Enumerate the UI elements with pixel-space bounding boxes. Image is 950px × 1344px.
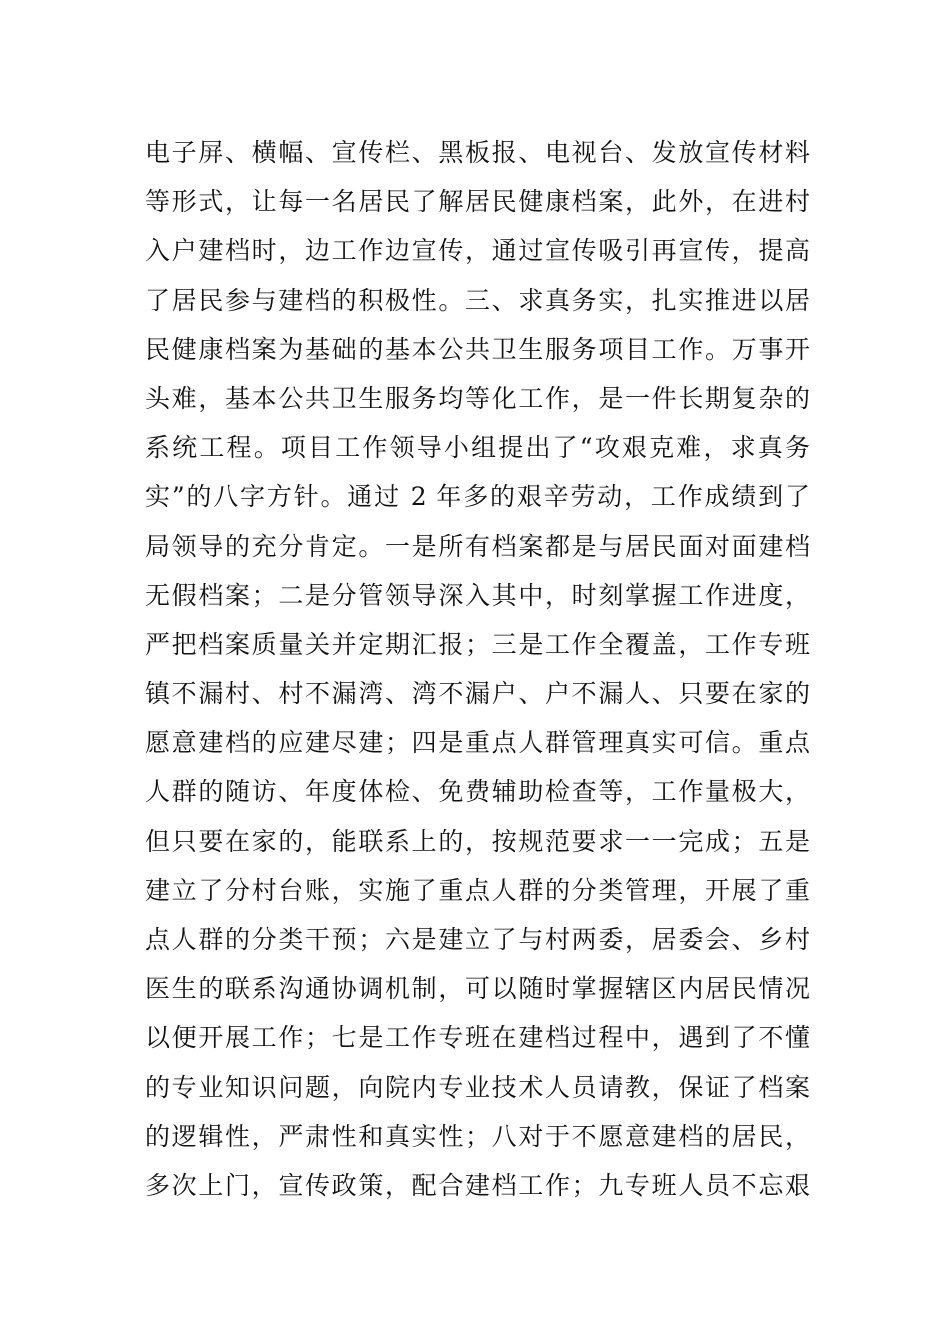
text-line: 医生的联系沟通协调机制，可以随时掌握辖区内居民情况	[145, 974, 810, 1004]
text-line: 镇不漏村、村不漏湾、湾不漏户、户不漏人、只要在家的	[145, 679, 810, 709]
body-text	[145, 128, 810, 1210]
text-line: 实”的八字方针。通过 2 年多的艰辛劳动，工作成绩到了	[145, 482, 810, 512]
text-line: 以便开展工作；七是工作专班在建档过程中，遇到了不懂	[145, 1023, 810, 1053]
text-line: 建立了分村台账，实施了重点人群的分类管理，开展了重	[145, 875, 810, 905]
text-line: 局领导的充分肯定。一是所有档案都是与居民面对面建档	[145, 531, 810, 561]
text-line: 系统工程。项目工作领导小组提出了“攻艰克难，求真务	[145, 433, 810, 463]
text-line: 多次上门，宣传政策，配合建档工作；九专班人员不忘艰	[145, 1170, 810, 1200]
text-line: 民健康档案为基础的基本公共卫生服务项目工作。万事开	[145, 334, 810, 364]
text-line: 点人群的分类干预；六是建立了与村两委，居委会、乡村	[145, 925, 810, 954]
text-line: 无假档案；二是分管领导深入其中，时刻掌握工作进度，	[145, 580, 810, 610]
text-line: 入户建档时，边工作边宣传，通过宣传吸引再宣传，提高	[145, 236, 810, 266]
text-line: 严把档案质量关并定期汇报；三是工作全覆盖，工作专班	[145, 629, 810, 659]
text-line: 的专业知识问题，向院内专业技术人员请教，保证了档案	[145, 1072, 810, 1102]
text-line: 愿意建档的应建尽建；四是重点人群管理真实可信。重点	[145, 728, 810, 758]
text-line: 的逻辑性，严肃性和真实性；八对于不愿意建档的居民，	[145, 1121, 810, 1151]
text-line: 电子屏、横幅、宣传栏、黑板报、电视台、发放宣传材料	[145, 138, 810, 167]
text-line: 等形式，让每一名居民了解居民健康档案，此外，在进村	[145, 187, 810, 217]
text-line: 了居民参与建档的积极性。三、求真务实，扎实推进以居	[145, 285, 810, 315]
text-line: 但只要在家的，能联系上的，按规范要求一一完成；五是	[145, 826, 810, 856]
text-line: 人群的随访、年度体检、免费辅助检查等，工作量极大，	[145, 777, 810, 807]
text-line: 头难，基本公共卫生服务均等化工作，是一件长期复杂的	[145, 383, 810, 413]
